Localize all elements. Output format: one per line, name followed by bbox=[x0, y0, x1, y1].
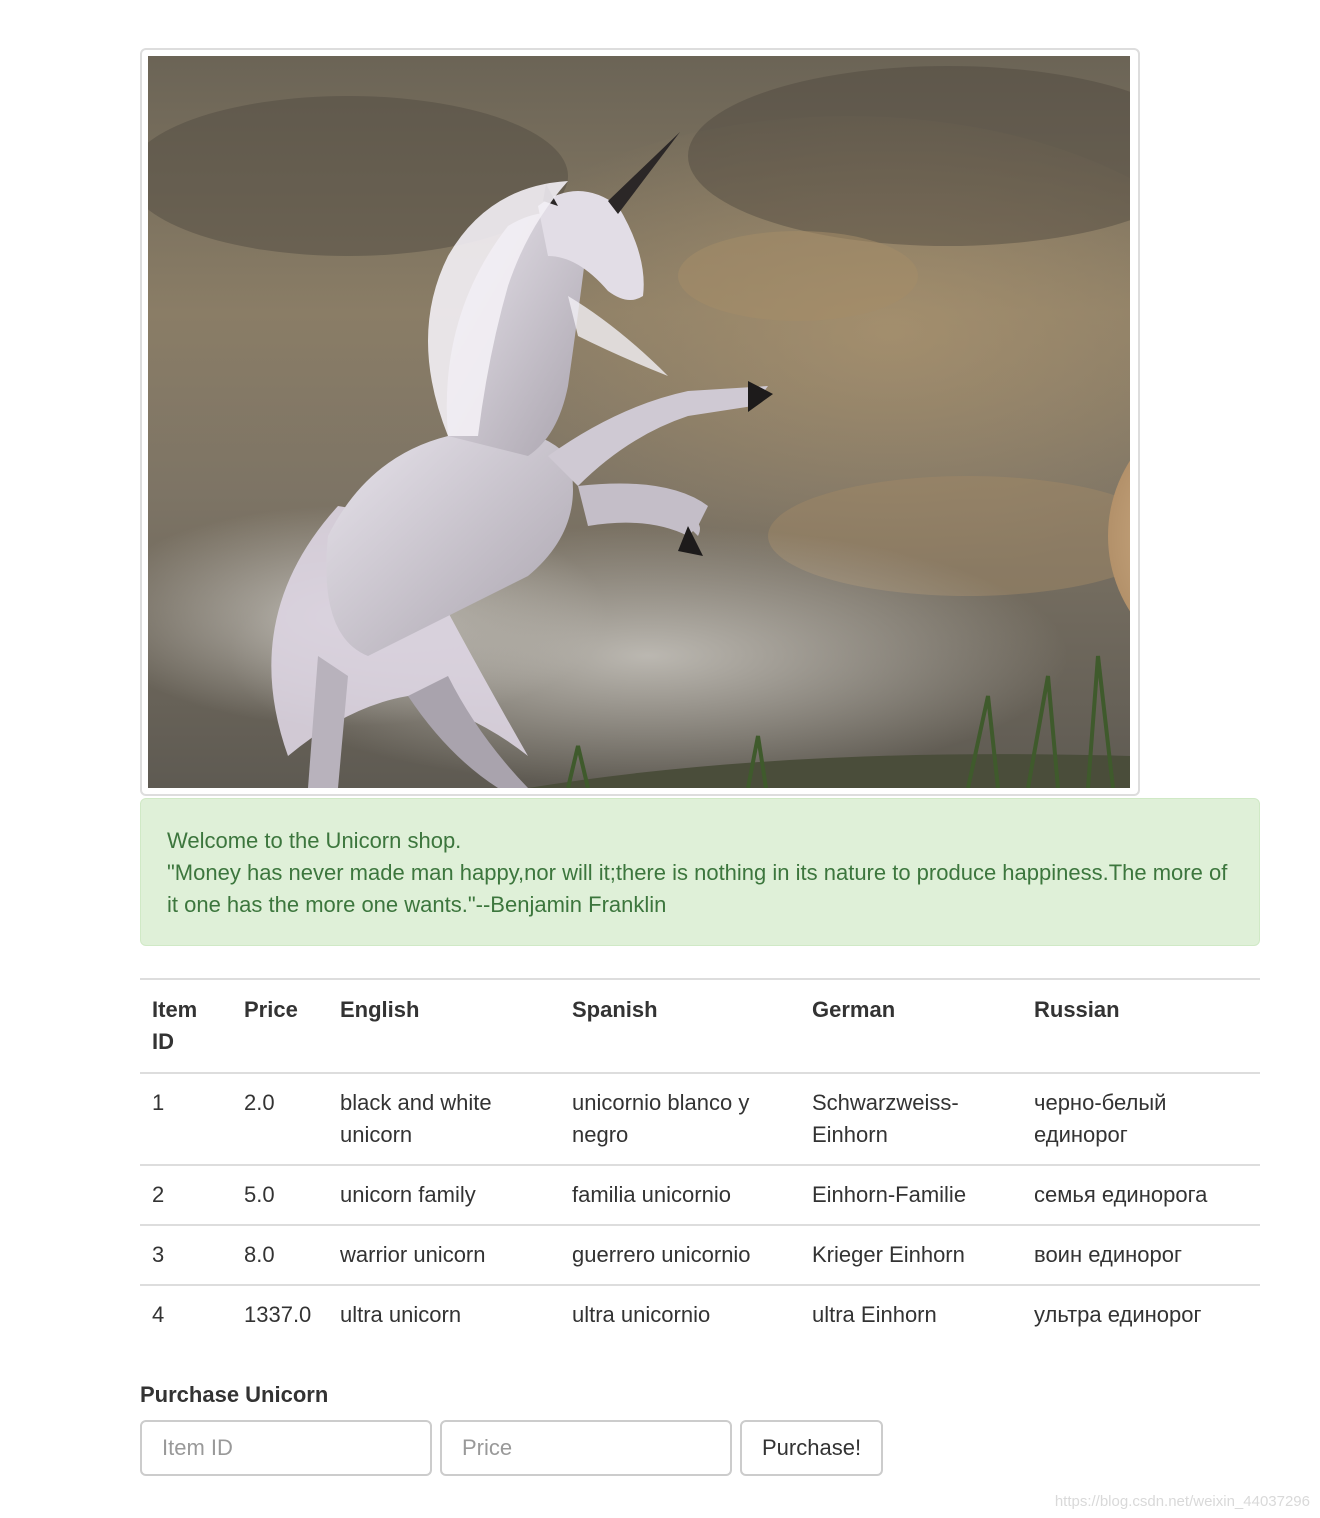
cell-item-id: 2 bbox=[140, 1165, 232, 1225]
cell-price: 8.0 bbox=[232, 1225, 328, 1285]
hero-image-frame bbox=[140, 48, 1140, 796]
cell-russian: семья единорога bbox=[1022, 1165, 1260, 1225]
welcome-alert bbox=[140, 798, 1260, 946]
cell-german: ultra Einhorn bbox=[800, 1285, 1022, 1344]
table-row bbox=[140, 1285, 1260, 1344]
watermark-text: https://blog.csdn.net/weixin_44037296 bbox=[1054, 1493, 1310, 1510]
header-english: English bbox=[328, 979, 560, 1073]
purchase-title: Purchase Unicorn bbox=[140, 1382, 329, 1407]
item-id-input[interactable] bbox=[140, 1420, 432, 1476]
header-spanish: Spanish bbox=[560, 979, 800, 1073]
table-header-row bbox=[140, 979, 1260, 1073]
purchase-button[interactable]: Purchase! bbox=[740, 1420, 883, 1476]
cell-price: 1337.0 bbox=[232, 1285, 328, 1344]
cell-item-id: 4 bbox=[140, 1285, 232, 1344]
cell-russian: черно-белый единорог bbox=[1034, 1090, 1167, 1147]
cell-spanish: guerrero unicornio bbox=[560, 1225, 800, 1285]
purchase-form-row bbox=[140, 1420, 1260, 1476]
cell-russian: воин единорог bbox=[1022, 1225, 1260, 1285]
header-russian: Russian bbox=[1022, 979, 1260, 1073]
cell-english: unicorn family bbox=[328, 1165, 560, 1225]
header-price: Price bbox=[232, 979, 328, 1073]
cell-english: warrior unicorn bbox=[328, 1225, 560, 1285]
cell-german: Einhorn-Familie bbox=[800, 1165, 1022, 1225]
cell-spanish: unicornio blanco y negro bbox=[572, 1090, 750, 1147]
quote-text: "Money has never made man happy,nor will it;there is nothing in its nature to produce happiness.The more of it one has the more one wants."--Benjamin Franklin bbox=[167, 860, 1228, 917]
table-row bbox=[140, 1225, 1260, 1285]
header-german: German bbox=[800, 979, 1022, 1073]
welcome-text: Welcome to the Unicorn shop. bbox=[167, 828, 462, 853]
cell-item-id: 1 bbox=[152, 1090, 165, 1115]
table-row bbox=[140, 1073, 1260, 1165]
cell-english: ultra unicorn bbox=[328, 1285, 560, 1344]
cell-english: black and white unicorn bbox=[340, 1090, 492, 1147]
page-container bbox=[140, 48, 1260, 1476]
cell-spanish: ultra unicornio bbox=[560, 1285, 800, 1344]
header-item-id: Item ID bbox=[140, 979, 232, 1073]
cell-price: 2.0 bbox=[244, 1090, 275, 1115]
cell-russian: ультра единорог bbox=[1022, 1285, 1260, 1344]
cell-german: Schwarzweiss-Einhorn bbox=[812, 1090, 959, 1147]
cell-german: Krieger Einhorn bbox=[800, 1225, 1022, 1285]
table-row bbox=[140, 1165, 1260, 1225]
cell-spanish: familia unicornio bbox=[560, 1165, 800, 1225]
cell-item-id: 3 bbox=[140, 1225, 232, 1285]
price-input[interactable] bbox=[440, 1420, 732, 1476]
purchase-form bbox=[140, 1380, 1260, 1476]
unicorn-items-table bbox=[140, 978, 1260, 1344]
cell-price: 5.0 bbox=[232, 1165, 328, 1225]
unicorn-hero-image bbox=[148, 56, 1130, 788]
